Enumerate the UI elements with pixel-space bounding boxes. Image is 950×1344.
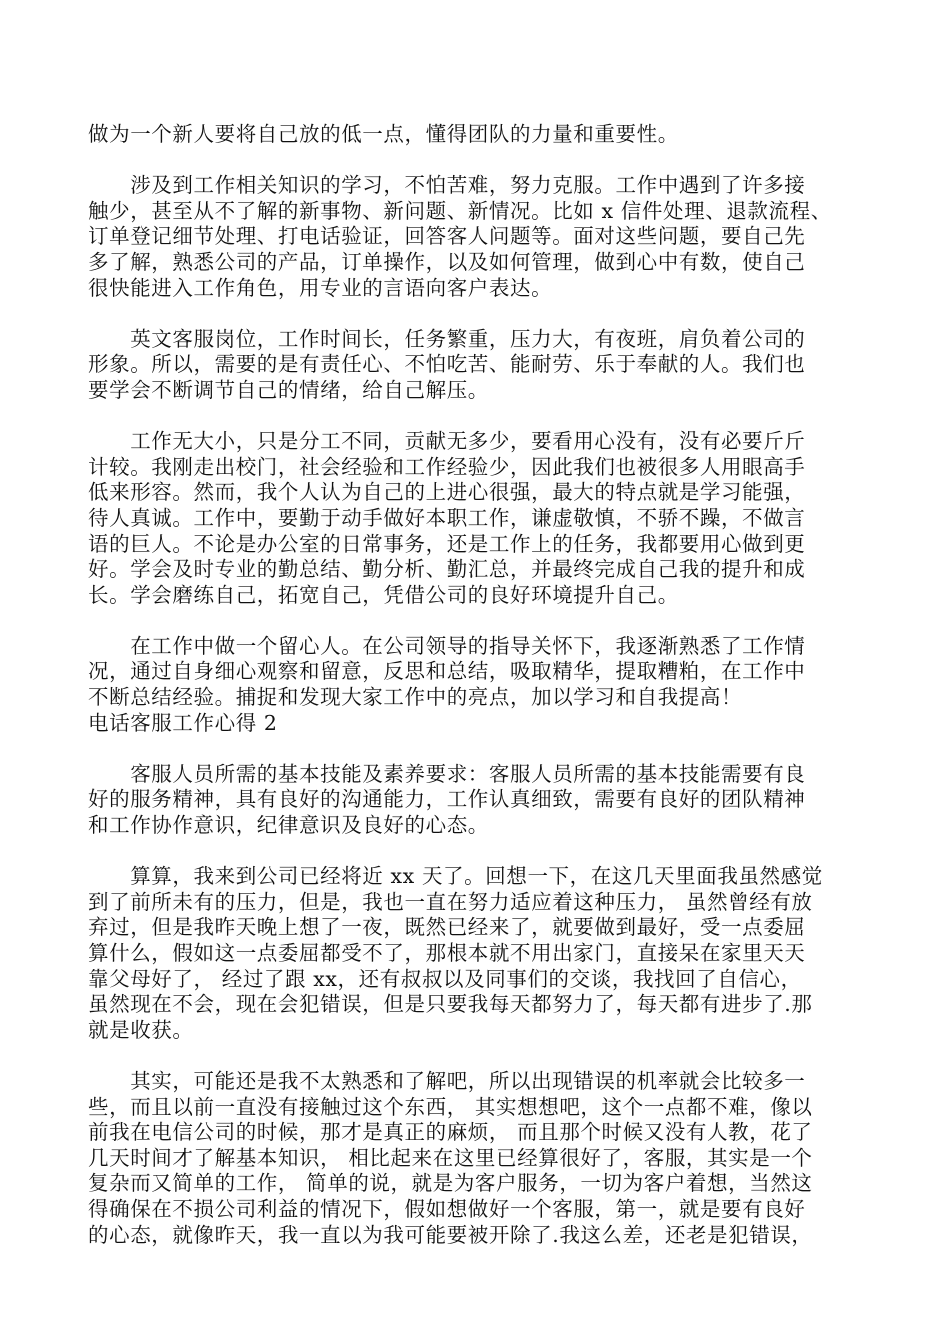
paragraph-5 — [88, 762, 864, 839]
text-line: 工作无大小，只是分工不同，贡献无多少，要看用心没有，没有必要斤斤 — [88, 429, 806, 454]
text-line: 在工作中做一个留心人。在公司领导的指导关怀下，我逐渐熟悉了工作情 — [88, 633, 806, 658]
text-line: 低来形容。然而，我个人认为自己的上进心很强，最大的特点就是学习能强， — [88, 480, 806, 505]
paragraph-gap — [88, 608, 864, 634]
paragraph-gap — [88, 148, 864, 174]
text-line: 算什么，假如这一点委屈都受不了，那根本就不用出家门，直接呆在家里天天 — [88, 941, 806, 965]
text-line: 的心态，就像昨天，我一直以为我可能要被开除了.我这么差，还老是犯错误， — [88, 1222, 813, 1247]
document-body — [88, 122, 864, 1248]
paragraph-3 — [88, 429, 864, 608]
paragraph-7 — [88, 1069, 864, 1248]
paragraph-gap — [88, 736, 864, 762]
text-line: 不断总结经验。捕捉和发现大家工作中的亮点，加以学习和自我提高！ — [88, 685, 743, 710]
section-heading: 电话客服工作心得 2 — [88, 710, 278, 735]
text-line: 形象。所以，需要的是有责任心、不怕吃苦、能耐劳、乐于奉献的人。我们也 — [88, 352, 806, 377]
text-line: 很快能进入工作角色，用专业的言语向客户表达。 — [88, 275, 553, 300]
text-line: 和工作协作意识，纪律意识及良好的心态。 — [88, 813, 489, 838]
paragraph-gap — [88, 301, 864, 327]
text-line: 语的巨人。不论是办公室的日常事务，还是工作上的任务，我都要用心做到更 — [88, 531, 806, 556]
text-line: 前我在电信公司的时候，那才是真正的麻烦， 而且那个时候又没有人教，花了 — [88, 1120, 813, 1145]
text-line: 客服人员所需的基本技能及素养要求：客服人员所需的基本技能需要有良 — [88, 761, 806, 786]
text-line: 待人真诚。工作中，要勤于动手做好本职工作，谦虚敬慎，不骄不躁，不做言 — [88, 505, 806, 530]
paragraph-1 — [88, 173, 864, 301]
text-line: 英文客服岗位，工作时间长，任务繁重，压力大，有夜班，肩负着公司的 — [88, 326, 806, 351]
paragraph-2 — [88, 327, 864, 404]
text-line: 涉及到工作相关知识的学习，不怕苦难，努力克服。工作中遇到了许多接 — [88, 173, 806, 198]
paragraph-gap — [88, 839, 864, 865]
text-line: 做为一个新人要将自己放的低一点，懂得团队的力量和重要性。 — [88, 122, 679, 146]
text-line: 靠父母好了， 经过了跟 xx，还有叔叔以及同事们的交谈，我找回了自信心， — [88, 966, 802, 991]
text-line: 触少，甚至从不了解的新事物、新问题、新情况。比如 x 信件处理、退款流程、 — [88, 198, 832, 223]
text-line: 几天时间才了解基本知识， 相比起来在这里已经算很好了，客服，其实是一个 — [88, 1145, 813, 1170]
text-line: 好的服务精神，具有良好的沟通能力，工作认真细致，需要有良好的团队精神 — [88, 787, 806, 812]
paragraph-4 — [88, 634, 864, 711]
text-line: 况，通过自身细心观察和留意，反思和总结，吸取精华，提取糟粕，在工作中 — [88, 659, 806, 684]
text-line: 弃过，但是我昨天晚上想了一夜，既然已经来了，就要做到最好，受一点委屈 — [88, 915, 806, 940]
text-line: 计较。我刚走出校门，社会经验和工作经验少，因此我们也被很多人用眼高手 — [88, 454, 806, 479]
text-line: 算算，我来到公司已经将近 xx 天了。回想一下，在这几天里面我虽然感觉 — [88, 864, 823, 889]
text-line: 虽然现在不会，现在会犯错误，但是只要我每天都努力了，每天都有进步了.那 — [88, 992, 813, 1017]
text-line: 得确保在不损公司利益的情况下，假如想做好一个客服，第一，就是要有良好 — [88, 1196, 806, 1221]
text-line: 长。学会磨练自己，拓宽自己，凭借公司的良好环境提升自己。 — [88, 582, 679, 607]
text-line: 些，而且以前一直没有接触过这个东西， 其实想想吧，这个一点都不难，像以 — [88, 1094, 813, 1119]
text-line: 好。学会及时专业的勤总结、勤分析、勤汇总，并最终完成自己我的提升和成 — [88, 557, 806, 582]
text-line: 其实，可能还是我不太熟悉和了解吧，所以出现错误的机率就会比较多一 — [88, 1068, 806, 1093]
text-line: 复杂而又简单的工作， 简单的说，就是为客户服务，一切为客户着想，当然这 — [88, 1171, 813, 1196]
paragraph-gap — [88, 1043, 864, 1069]
paragraph-0 — [88, 122, 864, 148]
text-line: 多了解，熟悉公司的产品，订单操作，以及如何管理，做到心中有数，使自己 — [88, 249, 806, 274]
text-line: 就是收获。 — [88, 1017, 194, 1042]
text-line: 到了前所未有的压力，但是，我也一直在努力适应着这种压力， 虽然曾经有放 — [88, 889, 813, 914]
text-line: 要学会不断调节自己的情绪，给自己解压。 — [88, 377, 489, 402]
paragraph-gap — [88, 404, 864, 430]
text-line: 订单登记细节处理、打电话验证，回答客人问题等。面对这些问题，要自己先 — [88, 224, 806, 249]
paragraph-6 — [88, 864, 864, 1043]
